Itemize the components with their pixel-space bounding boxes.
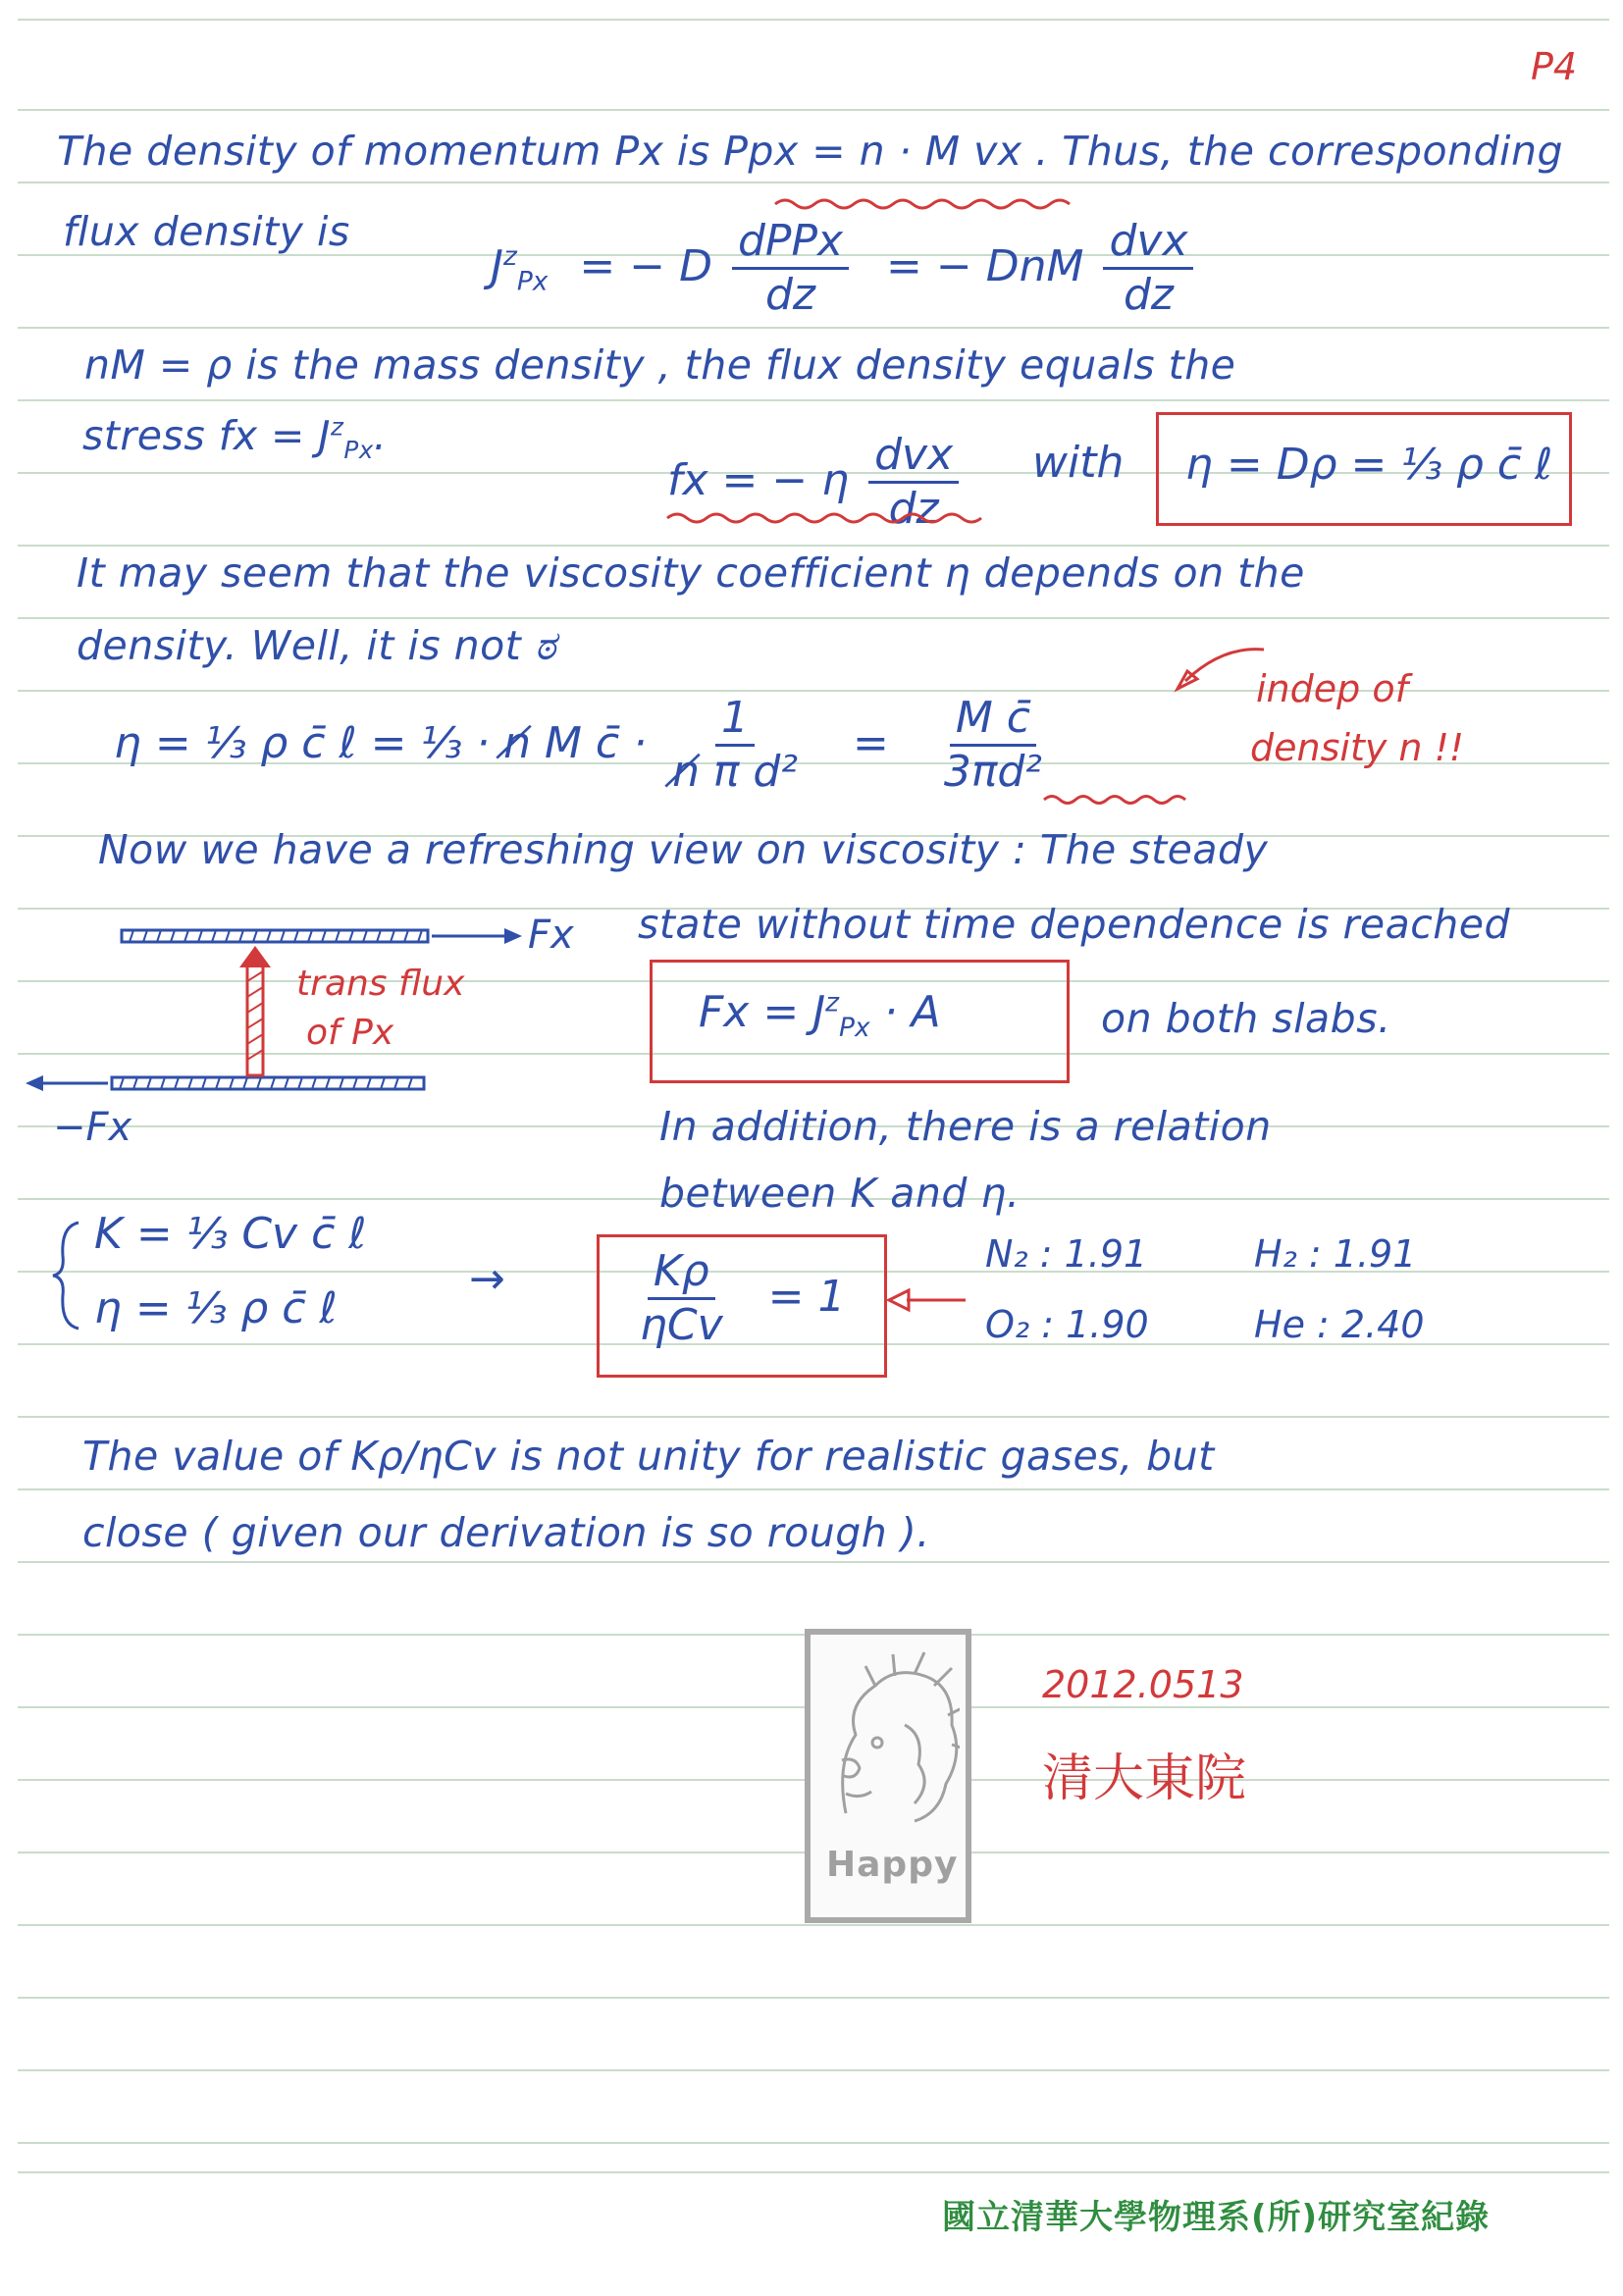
- paragraph1-line1: The density of momentum Px is Ppx = n · M vx . Thus, the corresponding: [57, 128, 1563, 175]
- stamp-label: Happy: [826, 1845, 959, 1885]
- momentum-flux-formula: [491, 218, 1199, 320]
- flux-sup: z: [502, 241, 517, 273]
- force-flux-sub: Px: [839, 1012, 870, 1043]
- force-flux-rhs: · A: [883, 987, 941, 1037]
- footer-record-label: 國立清華大學物理系(所)研究室紀錄: [942, 2198, 1491, 2237]
- eta-equation: η = ⅓ ρ c̄ ℓ: [94, 1283, 338, 1333]
- stress-text: stress fx = J: [82, 412, 331, 459]
- eq2-prefix: = − DnM: [886, 240, 1084, 291]
- closing-line2: close ( given our derivation is so rough ).: [82, 1509, 930, 1556]
- derivation-den-1: n̸ π d²: [672, 747, 798, 798]
- o2-value: O₂ : 1.90: [985, 1303, 1149, 1346]
- derivation-num-1: 1: [715, 695, 755, 747]
- force-flux-lhs: Fx = J: [699, 987, 826, 1037]
- k-equation: K = ⅓ Cv c̄ ℓ: [94, 1209, 367, 1259]
- page-number: P4: [1531, 45, 1578, 88]
- left-brace: [49, 1217, 88, 1334]
- paragraph4-line2: state without time dependence is reached: [638, 901, 1511, 948]
- h2-value: H₂ : 1.91: [1254, 1232, 1417, 1276]
- indep-note-line2: density n !!: [1250, 726, 1465, 769]
- paragraph3-line2: density. Well, it is not ಠ: [77, 622, 556, 669]
- eq2-denominator: dz: [1123, 270, 1174, 321]
- trans-flux-arrow: [239, 946, 271, 1075]
- stress-end: .: [373, 412, 388, 459]
- derivation-part-a: η = ⅓ ρ c̄ ℓ = ⅓ · n̸ M c̄ ·: [114, 717, 648, 768]
- on-both-slabs: on both slabs.: [1101, 995, 1391, 1042]
- force-fx-label: Fx: [528, 913, 574, 958]
- eq1-denominator: dz: [764, 270, 816, 321]
- wavy-underline-momentum-density: [773, 194, 1087, 214]
- viscosity-definition: η = Dρ = ⅓ ρ c̄ ℓ: [1185, 440, 1553, 490]
- with-label: with: [1032, 438, 1125, 488]
- viscosity-derivation: [114, 695, 1054, 797]
- derivation-num-2: M c̄: [950, 695, 1036, 747]
- flux-sub: Px: [516, 266, 549, 297]
- paragraph4-line1: Now we have a refreshing view on viscosity : The steady: [98, 826, 1269, 873]
- flux-symbol: J: [491, 240, 503, 291]
- eq1-prefix: = − D: [579, 240, 712, 291]
- derivation-fraction-1: [666, 695, 804, 797]
- paragraph2-line2: [82, 412, 387, 464]
- force-flux-sup: z: [825, 987, 840, 1018]
- signature: 清大東院: [1042, 1749, 1247, 1808]
- bottom-slab: [26, 1075, 424, 1091]
- stress-formula-lhs: fx = − η: [667, 454, 850, 505]
- implies-arrow: →: [469, 1254, 505, 1304]
- eq2-numerator: dvx: [1103, 218, 1193, 270]
- wavy-underline-3pid2: [1042, 791, 1199, 809]
- eq2-fraction: [1103, 218, 1193, 320]
- paragraph4-line3: In addition, there is a relation: [659, 1103, 1272, 1150]
- ratio-formula: [628, 1248, 846, 1350]
- ratio-equals-one: = 1: [767, 1271, 846, 1322]
- top-slab: [122, 928, 522, 944]
- paragraph4-line4: between K and η.: [659, 1170, 1021, 1217]
- derivation-fraction-2: [938, 695, 1048, 797]
- wavy-underline-stress: [665, 508, 989, 528]
- ratio-fraction: [634, 1248, 729, 1350]
- stress-numerator: dvx: [868, 432, 959, 484]
- force-neg-fx-label: −Fx: [53, 1105, 132, 1150]
- trans-flux-label-2: of Px: [306, 1013, 394, 1053]
- he-value: He : 2.40: [1254, 1303, 1425, 1346]
- eq1-fraction: [732, 218, 849, 320]
- paragraph3-line1: It may seem that the viscosity coefficient η depends on the: [77, 549, 1305, 597]
- ratio-pointer-arrow: [883, 1285, 971, 1315]
- closing-line1: The value of Kρ/ηCv is not unity for realistic gases, but: [82, 1433, 1215, 1480]
- ratio-numerator: Kρ: [648, 1248, 715, 1300]
- stress-sup: z: [330, 412, 344, 442]
- eq1-numerator: dPPx: [732, 218, 849, 270]
- stress-denominator: dz: [888, 484, 939, 535]
- n2-value: N₂ : 1.91: [985, 1232, 1148, 1276]
- date: 2012.0513: [1042, 1663, 1244, 1706]
- paragraph2-line1: nM = ρ is the mass density , the flux density equals the: [84, 341, 1236, 389]
- force-flux-formula: [699, 987, 941, 1043]
- lion-face-icon: [816, 1646, 960, 1843]
- derivation-equals: =: [852, 717, 889, 768]
- trans-flux-label-1: trans flux: [296, 964, 465, 1004]
- indep-note-line1: indep of: [1256, 667, 1408, 710]
- derivation-den-2: 3πd²: [943, 747, 1042, 798]
- paragraph1-line2: flux density is: [63, 208, 350, 255]
- ratio-denominator: ηCv: [640, 1300, 723, 1351]
- stress-sub: Px: [343, 436, 374, 465]
